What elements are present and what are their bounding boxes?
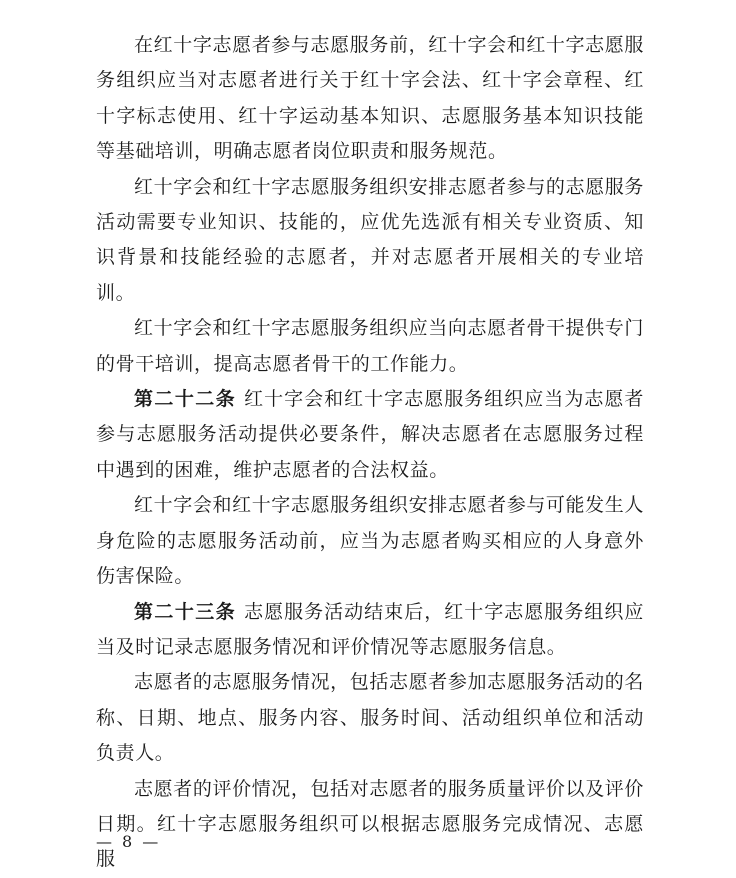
paragraph-text: 志愿者的评价情况，包括对志愿者的服务质量评价以及评价日期。红十字志愿服务组织可以根据志愿服务完成情况、志愿服 — [96, 777, 644, 871]
paragraph-text: 在红十字志愿者参与志愿服务前，红十字会和红十字志愿服务组织应当对志愿者进行关于红十字会法、红十字会章程、红十字标志使用、红十字运动基本知识、志愿服务基本知识技能等基础培训，明确志愿者岗位职责和服务规范。 — [96, 34, 644, 163]
paragraph-8 — [96, 772, 644, 878]
paragraph-3 — [96, 311, 644, 382]
article-23-paragraph — [96, 595, 644, 666]
paragraph-text: 红十字会和红十字志愿服务组织安排志愿者参与的志愿服务活动需要专业知识、技能的，应优先选派有相关专业资质、知识背景和技能经验的志愿者，并对志愿者开展相关的专业培训。 — [96, 175, 644, 304]
paragraph-5 — [96, 488, 644, 594]
footer-left-dash: — — [96, 832, 112, 851]
page-number: 8 — [122, 832, 133, 851]
page-footer — [96, 832, 158, 851]
paragraph-text: 志愿服务活动结束后，红十字志愿服务组织应当及时记录志愿服务情况和评价情况等志愿服务信息。 — [96, 600, 644, 658]
article-number: 第二十三条 — [134, 600, 237, 623]
article-22-paragraph — [96, 382, 644, 488]
paragraph-2 — [96, 170, 644, 312]
paragraph-1 — [96, 28, 644, 170]
paragraph-text: 志愿者的志愿服务情况，包括志愿者参加志愿服务活动的名称、日期、地点、服务内容、服务时间、活动组织单位和活动负责人。 — [96, 671, 644, 765]
paragraph-text: 红十字会和红十字志愿服务组织应当向志愿者骨干提供专门的骨干培训，提高志愿者骨干的工作能力。 — [96, 317, 644, 375]
footer-right-dash: — — [142, 832, 159, 851]
document-body — [96, 28, 644, 878]
paragraph-text: 红十字会和红十字志愿服务组织安排志愿者参与可能发生人身危险的志愿服务活动前，应当为志愿者购买相应的人身意外伤害保险。 — [96, 494, 644, 588]
paragraph-7 — [96, 665, 644, 771]
article-number: 第二十二条 — [134, 388, 237, 411]
paragraph-text: 红十字会和红十字志愿服务组织应当为志愿者参与志愿服务活动提供必要条件，解决志愿者在志愿服务过程中遇到的困难，维护志愿者的合法权益。 — [96, 388, 644, 481]
